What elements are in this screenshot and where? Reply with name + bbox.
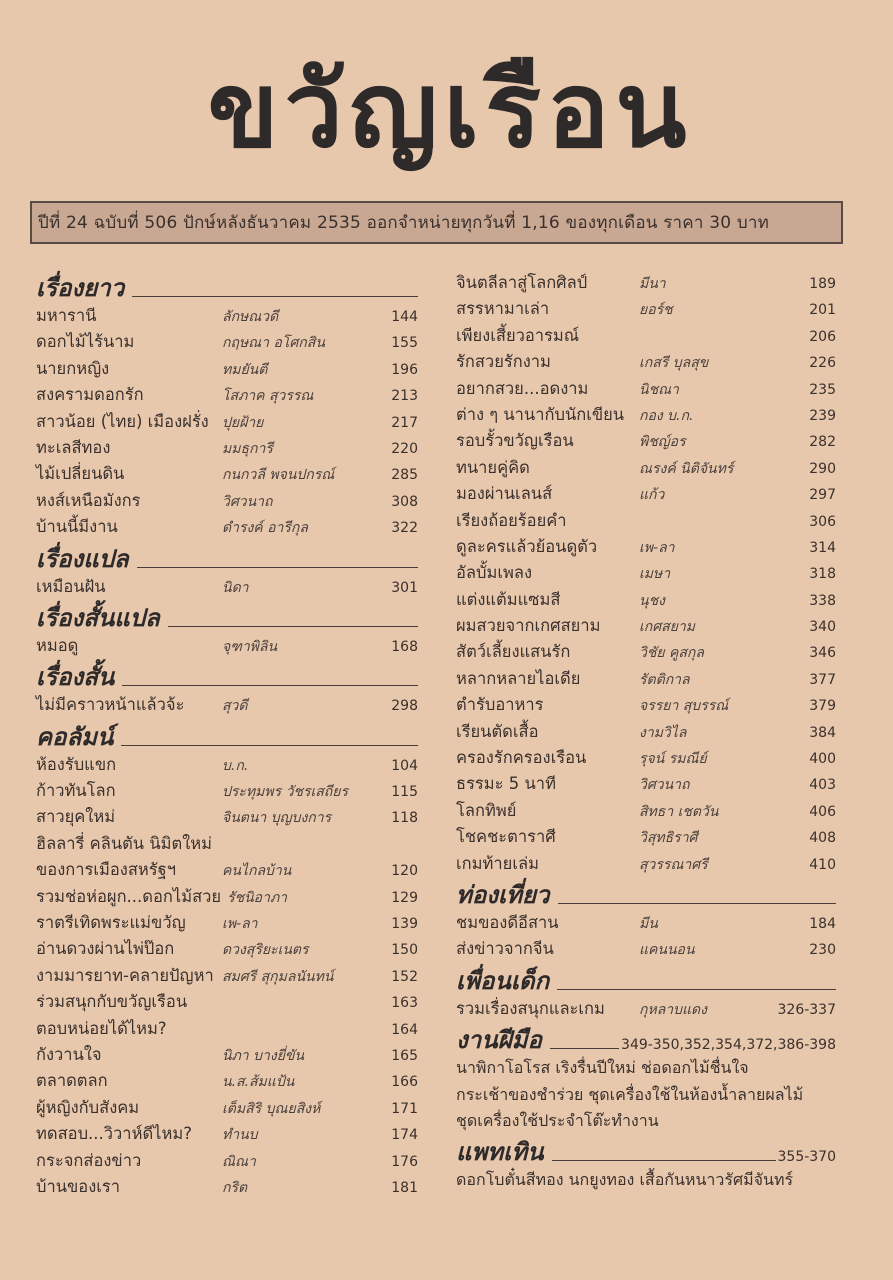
entry-author: คนไกลบ้าน (222, 863, 292, 880)
entry-title: ผมสวยจากเกศสยาม (456, 616, 601, 636)
entry-title: รวมเรื่องสนุกและเกม (456, 998, 605, 1018)
entry-author: สิทธา เชตวัน (639, 803, 719, 820)
entry-author: บ.ก. (222, 757, 249, 774)
entry-page: 322 (391, 520, 418, 537)
entry-title: อัลบั้มเพลง (456, 563, 533, 583)
toc-entry[interactable] (36, 382, 418, 408)
entry-author: พิชญ์อร (639, 434, 686, 451)
section-heading (36, 719, 418, 752)
entry-page: 118 (391, 810, 418, 827)
toc-entry[interactable] (456, 481, 836, 507)
entry-page: 285 (391, 467, 418, 484)
entry-title: ทะเลสีทอง (36, 437, 111, 457)
entry-author: น.ส.ส้มแป้น (222, 1074, 295, 1091)
entry-title: เพียงเสี้ยวอารมณ์ (456, 325, 580, 345)
entry-author: กุหลาบแดง (639, 1001, 707, 1018)
entry-author: ณรงค์ นิติจันทร์ (639, 460, 734, 477)
entry-page: 226 (809, 355, 836, 372)
entry-page: 314 (809, 539, 836, 556)
section-pages: 355-370 (777, 1149, 836, 1166)
toc-entry[interactable] (456, 771, 836, 797)
entry-page: 326-337 (777, 1001, 836, 1018)
entry-author: วิชัย คูสกุล (639, 645, 704, 662)
entry-page: 301 (391, 579, 418, 596)
heading-rule (558, 903, 836, 904)
entry-title: บ้านนี้มีงาน (36, 517, 118, 537)
toc-entry[interactable] (36, 752, 418, 778)
toc-entry[interactable] (36, 831, 418, 857)
toc-entry[interactable] (36, 884, 418, 910)
entry-title: สัตว์เลี้ยงแสนรัก (456, 642, 571, 662)
entry-author: เพ-ลา (222, 916, 258, 933)
entry-title: จินตลีลาสู่โลกศิลป์ (456, 273, 588, 292)
toc-entry[interactable] (456, 692, 836, 718)
entry-title: สาวยุคใหม่ (36, 807, 116, 827)
entry-author: สุวดี (222, 698, 248, 715)
entry-page: 189 (809, 276, 836, 292)
entry-page: 144 (391, 309, 418, 325)
section-heading (36, 541, 418, 574)
entry-title: เหมือนฝัน (36, 576, 106, 596)
toc-entry[interactable] (36, 574, 418, 600)
section-heading (36, 659, 418, 692)
entry-page: 408 (809, 830, 836, 847)
toc-entry[interactable] (456, 910, 836, 936)
entry-title: สงครามดอกรัก (36, 385, 144, 405)
entry-page: 115 (391, 784, 418, 801)
entry-author: ประทุมพร วัชรเสถียร (222, 784, 348, 801)
entry-page: 201 (809, 302, 836, 319)
toc-entry[interactable] (36, 633, 418, 659)
heading-rule (121, 745, 418, 746)
entry-page: 150 (391, 942, 418, 959)
entry-author: สมศรี สุกุมลนันทน์ (222, 968, 334, 985)
heading-rule (550, 1048, 619, 1049)
entry-page: 217 (391, 414, 418, 431)
toc-entry[interactable] (456, 639, 836, 665)
section-pages: 349-350,352,354,372,386-398 (621, 1037, 836, 1054)
entry-author: ดำรงค์ อารีกุล (222, 520, 308, 537)
entry-title: มหารานี (36, 306, 97, 325)
entry-title: ทนายคู่คิด (456, 457, 530, 477)
entry-title: รอบรั้วขวัญเรือน (456, 431, 574, 451)
toc-entry[interactable] (36, 1095, 418, 1121)
entry-page: 308 (391, 493, 418, 510)
entry-author: วิศวนาถ (639, 777, 690, 794)
section-heading (456, 1022, 836, 1055)
section-title: คอลัมน์ (36, 722, 114, 751)
entry-title: ผู้หญิงกับสังคม (36, 1097, 140, 1117)
toc-entry[interactable] (36, 356, 418, 382)
section-title: ท่องเที่ยว (456, 880, 550, 909)
entry-author: เกสรี บุลสุข (639, 355, 709, 372)
entry-title: ชมของดีอีสาน (456, 912, 559, 932)
entry-title: ร่วมสนุกกับขวัญเรือน (36, 992, 188, 1012)
entry-author: รุจน์ รมณีย์ (639, 751, 707, 768)
section-description: นาพิกาโอโรส เริงรื่นปีใหม่ ช่อดอกไม้ชื่นใจ (456, 1058, 749, 1078)
entry-title: ธรรมะ 5 นาที (456, 774, 556, 794)
entry-title: กังวานใจ (36, 1044, 102, 1064)
entry-title: เรียนตัดเสื้อ (456, 721, 539, 741)
entry-page: 171 (391, 1100, 418, 1117)
toc-entry[interactable] (456, 455, 836, 481)
entry-page: 235 (809, 381, 836, 398)
section-title: เรื่องสั้นแปล (36, 603, 160, 632)
section-heading (456, 1134, 836, 1167)
toc-entry[interactable] (456, 534, 836, 560)
entry-author: ทมยันตี (222, 361, 268, 378)
entry-title: เรียงถ้อยร้อยคำ (456, 510, 567, 530)
toc-entry[interactable] (36, 1042, 418, 1068)
entry-title: โลกทิพย์ (456, 800, 517, 820)
toc-entry[interactable] (456, 508, 836, 534)
entry-title: บ้านของเรา (36, 1176, 121, 1196)
toc-entry[interactable] (36, 936, 418, 962)
toc-entry[interactable] (36, 1174, 418, 1200)
entry-author: งามวิไล (639, 724, 687, 741)
entry-title: งามมารยาท-คลายปัญหา (36, 965, 214, 985)
entry-author: สุวรรณาศรี (639, 856, 708, 873)
toc-entry[interactable] (36, 409, 418, 435)
magazine-masthead: ขวัญเรือน (207, 49, 693, 171)
entry-author: นิดา (222, 579, 249, 596)
entry-title: ไม่มีคราวหน้าแล้วจ้ะ (36, 695, 185, 715)
entry-title: ตำรับอาหาร (456, 695, 544, 715)
toc-entry[interactable] (36, 963, 418, 989)
toc-entry[interactable] (36, 692, 418, 718)
toc-entry[interactable] (36, 778, 418, 804)
toc-entry[interactable] (36, 804, 418, 830)
section-title: เรื่องแปล (36, 544, 129, 573)
section-description: ดอกโบตั๋นสีทอง นกยูงทอง เสื้อกันหนาวรัศมีจันทร์ (456, 1170, 794, 1190)
entry-title: หลากหลายไอเดีย (456, 668, 581, 688)
entry-page: 213 (391, 388, 418, 405)
toc-entry[interactable] (456, 824, 836, 850)
entry-page: 120 (391, 863, 418, 880)
entry-page: 165 (391, 1047, 418, 1064)
entry-title: รวมช่อห่อผูก...ดอกไม้สวย (36, 886, 222, 906)
heading-rule (557, 989, 836, 990)
section-title: เพื่อนเด็ก (456, 966, 550, 995)
entry-page: 290 (809, 460, 836, 477)
entry-title: ตลาดตลก (36, 1071, 108, 1091)
entry-author: แก้ว (639, 487, 665, 504)
toc-entry[interactable] (456, 587, 836, 613)
heading-rule (122, 685, 418, 686)
toc-entry[interactable] (456, 323, 836, 349)
entry-page: 206 (809, 328, 836, 345)
entry-title: ก้าวทันโลก (36, 781, 116, 801)
entry-author: ทำนบ (222, 1127, 258, 1144)
entry-author: มีนา (639, 276, 666, 292)
toc-entry[interactable] (456, 719, 836, 745)
section-title: เรื่องยาว (36, 274, 125, 302)
entry-page: 139 (391, 916, 418, 933)
toc-entry[interactable] (36, 514, 418, 540)
entry-title: รักสวยรักงาม (456, 352, 551, 372)
section-description: กระเช้าของชำร่วย ชุดเครื่องใช้ในห้องน้ำลายผลไม้ (456, 1084, 804, 1104)
entry-author: เพ-ลา (639, 539, 675, 556)
entry-title: อ่านดวงผ่านไพ่ป๊อก (36, 939, 175, 959)
section-heading (36, 270, 418, 303)
entry-author: ณิณา (222, 1153, 256, 1170)
entry-author: แคนนอน (639, 942, 695, 959)
entry-author: ลักษณวดี (222, 309, 279, 325)
entry-page: 406 (809, 803, 836, 820)
toc-entry[interactable] (456, 798, 836, 824)
toc-entry[interactable] (456, 270, 836, 296)
toc-entry[interactable] (456, 402, 836, 428)
entry-title: โชคชะตาราศี (456, 827, 556, 847)
toc-entry[interactable] (456, 851, 836, 877)
entry-title: ดูละครแล้วย้อนดูตัว (456, 536, 598, 556)
entry-page: 318 (809, 566, 836, 583)
toc-entry[interactable] (36, 461, 418, 487)
section-title: งานฝีมือ (456, 1026, 542, 1055)
heading-rule (132, 296, 418, 297)
section-heading (456, 877, 836, 910)
entry-title: ตอบหน่อยได้ไหม? (36, 1018, 167, 1038)
entry-author: นุชง (639, 592, 665, 609)
entry-page: 184 (809, 915, 836, 932)
toc-entry[interactable] (456, 666, 836, 692)
entry-page: 297 (809, 487, 836, 504)
entry-title: ดอกไม้ไร้นาม (36, 332, 135, 352)
entry-author: กอง บ.ก. (639, 407, 694, 424)
entry-author: เกศสยาม (639, 619, 695, 636)
toc-entry[interactable] (36, 1016, 418, 1042)
toc-right-column (456, 270, 836, 1194)
toc-entry[interactable] (36, 1148, 418, 1174)
entry-title: สรรหามาเล่า (456, 299, 550, 319)
entry-title: สาวน้อย (ไทย) เมืองฝรั่ง (36, 411, 209, 431)
entry-author: กฤษณา อโศกสิน (222, 335, 325, 352)
entry-page: 174 (391, 1127, 418, 1144)
toc-entry[interactable] (456, 560, 836, 586)
entry-page: 181 (391, 1179, 418, 1196)
entry-title: แต่งแต้มแซมสี (456, 589, 561, 609)
entry-author: จรรยา สุบรรณ์ (639, 698, 729, 715)
entry-page: 384 (809, 724, 836, 741)
heading-rule (552, 1160, 776, 1161)
entry-title: กระจกส่องข่าว (36, 1150, 142, 1170)
section-title: เรื่องสั้น (36, 663, 115, 692)
issue-info-bar: ปีที่ 24 ฉบับที่ 506 ปักษ์หลังธันวาคม 2535 ออกจำหน่ายทุกวันที่ 1,16 ของทุกเดือน ราคา 30 บาท (30, 201, 843, 244)
toc-entry[interactable] (456, 376, 836, 402)
toc-left-column (36, 270, 418, 1200)
section-heading (456, 963, 836, 996)
entry-page: 166 (391, 1074, 418, 1091)
entry-title: มองผ่านเลนส์ (456, 484, 553, 504)
toc-entry[interactable] (36, 303, 418, 329)
entry-page: 220 (391, 440, 418, 457)
entry-author: รัชนิอาภา (227, 889, 288, 906)
entry-title: ของการเมืองสหรัฐฯ (36, 860, 177, 880)
toc-entry[interactable] (36, 488, 418, 514)
entry-page: 410 (809, 856, 836, 873)
entry-author: ดวงสุริยะเนตร (222, 942, 309, 959)
entry-title: ไม้เปลี่ยนดิน (36, 464, 125, 484)
entry-page: 239 (809, 407, 836, 424)
section-title: แพทเทิน (456, 1138, 544, 1167)
entry-page: 168 (391, 638, 418, 655)
entry-title: นายกหญิง (36, 358, 110, 378)
entry-author: มมธุการี (222, 440, 273, 457)
toc-entry[interactable] (456, 936, 836, 962)
section-heading (36, 600, 418, 633)
entry-title: ครองรักครองเรือน (456, 748, 587, 768)
entry-author: โสภาค สุวรรณ (222, 388, 314, 405)
entry-title: ฮิลลารี่ คลินตัน นิมิตใหม่ (36, 833, 213, 853)
toc-entry[interactable] (456, 296, 836, 322)
entry-page: 379 (809, 698, 836, 715)
entry-title: ทดสอบ...วิวาห์ดีไหม? (36, 1124, 192, 1144)
toc-entry[interactable] (456, 428, 836, 454)
entry-page: 155 (391, 335, 418, 352)
entry-author: จินตนา บุญบงการ (222, 810, 332, 827)
entry-page: 176 (391, 1153, 418, 1170)
toc-entry[interactable] (456, 745, 836, 771)
entry-page: 230 (809, 942, 836, 959)
section-description: ชุดเครื่องใช้ประจำโต๊ะทำงาน (456, 1110, 659, 1130)
entry-author: ปุยฝ้าย (222, 414, 264, 431)
entry-page: 346 (809, 645, 836, 662)
entry-author: รัตติกาล (639, 671, 690, 688)
toc-entry[interactable] (36, 1068, 418, 1094)
entry-author: กนกวลี พจนปกรณ์ (222, 467, 335, 484)
entry-page: 152 (391, 968, 418, 985)
entry-title: อยากสวย...อดงาม (456, 378, 589, 398)
entry-page: 129 (391, 889, 418, 906)
entry-page: 164 (391, 1021, 418, 1038)
entry-author: มีน (639, 915, 658, 932)
toc-entry[interactable] (456, 613, 836, 639)
entry-page: 104 (391, 757, 418, 774)
toc-entry[interactable] (36, 910, 418, 936)
entry-page: 306 (809, 513, 836, 530)
entry-title: หมอดู (36, 635, 79, 655)
entry-author: เมษา (639, 566, 671, 583)
entry-page: 298 (391, 698, 418, 715)
entry-title: ห้องรับแขก (36, 754, 117, 774)
entry-title: ต่าง ๆ นานากับนักเขียน (456, 404, 625, 424)
entry-page: 282 (809, 434, 836, 451)
entry-title: ราตรีเทิดพระแม่ขวัญ (36, 913, 186, 933)
entry-page: 377 (809, 671, 836, 688)
entry-page: 403 (809, 777, 836, 794)
entry-author: ยอร์ช (639, 302, 673, 319)
toc-entry[interactable] (36, 329, 418, 355)
entry-author: นิภา บางยี่ขัน (222, 1047, 305, 1064)
entry-page: 400 (809, 751, 836, 768)
entry-author: วิศวนาถ (222, 493, 273, 510)
toc-entry[interactable] (36, 435, 418, 461)
entry-author: เต็มสิริ บุณยสิงห์ (222, 1100, 321, 1117)
toc-entry[interactable] (36, 857, 418, 883)
toc-entry[interactable] (36, 989, 418, 1015)
entry-title: เกมท้ายเล่ม (456, 853, 539, 873)
entry-author: วิสุทธิราศี (639, 830, 698, 847)
toc-entry[interactable] (456, 996, 836, 1022)
entry-title: หงส์เหนือมังกร (36, 490, 141, 510)
toc-entry[interactable] (456, 349, 836, 375)
entry-page: 340 (809, 619, 836, 636)
heading-rule (168, 626, 418, 627)
heading-rule (137, 567, 418, 568)
entry-title: ส่งข่าวจากจีน (456, 939, 554, 959)
entry-author: กริต (222, 1179, 248, 1196)
entry-page: 196 (391, 361, 418, 378)
entry-author: จุฑาพิลิน (222, 638, 278, 655)
entry-page: 338 (809, 592, 836, 609)
entry-page: 163 (391, 995, 418, 1012)
entry-author: นิชณา (639, 381, 679, 398)
toc-entry[interactable] (36, 1121, 418, 1147)
